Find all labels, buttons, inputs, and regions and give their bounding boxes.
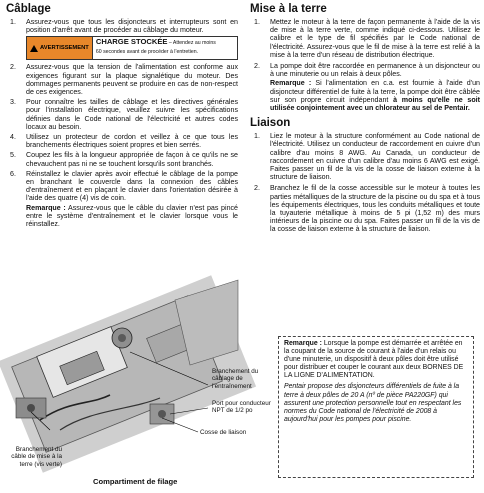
warning-title: CHARGE STOCKÉE xyxy=(95,37,168,47)
remark-text: Lorsque la pompe est démarrée et arrêtée en la coupant de la source de courant à l'aide d'un relais ou d'une minuterie, un dispositif à deux pôles doit être utilisé pour distribuer et couper le courant aux deux BORNES DE LA LIGNE D'ALIMENTATION. xyxy=(284,340,464,380)
step-text: Assurez-vous que tous les disjoncteurs et interrupteurs sont en position d'arrêt avant de procéder au câblage du moteur. xyxy=(26,18,238,35)
list-item xyxy=(250,62,480,112)
callout-conduit-port: Port pour conducteur NPT de 1/2 po xyxy=(212,400,271,415)
callout-ground-screw: Branchement du câble de mise à la terre (vis verte) xyxy=(11,446,62,468)
step-text: Coupez les fils à la longueur appropriée de façon à ce qu'ils ne se chevauchent pas ni ne se touchent lorsqu'ils sont branchés. xyxy=(26,151,238,168)
remark-bold-text: à moins qu'elle ne soit utilisée conjointement avec un chlorateur au sel de Pentair. xyxy=(270,95,481,113)
warning-label: AVERTISSEMENT xyxy=(27,37,93,59)
section-title-wiring: Câblage xyxy=(6,3,51,15)
list-item xyxy=(250,18,480,59)
section-title-bonding: Liaison xyxy=(250,117,291,130)
step-number: 1. xyxy=(254,132,260,141)
step-text: Utilisez un protecteur de cordon et veillez à ce que tous les branchements électriques soient propres et bien serrés. xyxy=(26,133,238,150)
step-text: Mettez le moteur à la terre de façon permanente à l'aide de la vis de mise à la terre verte, comme indiqué ci-dessous. Utilisez le calibre et le type de fil spécifiés par le Code national de l'électricité. Assurez-vous que le fil de mise à la terre est relié à la mise à la terre d'un réseau de distribution électrique. xyxy=(270,18,480,59)
step-text: Pour connaître les tailles de câblage et les directives générales pour l'installation électrique, veuillez suivre les spécifications définies dans le Code national de l'électricité et autres codes locaux au besoin. xyxy=(26,98,238,131)
step-text: La pompe doit être raccordée en permanence à un disjoncteur ou à une minuterie ou un relais à deux pôles. xyxy=(270,62,480,79)
remark-italic-paragraph: Pentair propose des disjoncteurs différentiels de fuite à la terre à deux pôles de 20 A (nº de pièce PA220GF) qui assurent une protection personnelle tout en respectant les normes du Code national de l'électricité de 2008 à aujourd'hui pour les pompes pour piscine. xyxy=(284,383,462,423)
step-number: 1. xyxy=(254,18,260,26)
remark-label: Remarque : xyxy=(26,203,66,212)
remark-label: Remarque : xyxy=(270,79,312,88)
bonding-steps xyxy=(250,132,480,233)
step-number: 2. xyxy=(254,62,260,71)
grounding-bonding-section xyxy=(250,0,480,234)
remark-text: Assurez-vous que le câble du clavier n'est pas pincé entre le système d'entraînement et le clavier lorsque vous le réinstallez. xyxy=(26,203,239,229)
step-text: Assurez-vous que la tension de l'alimentation est conforme aux exigences figurant sur la plaque signalétique du moteur. Des dommages permanents peuvent se produire en cas de non-respect de ces exigences. xyxy=(26,63,238,97)
remark-paragraph xyxy=(284,340,468,380)
remark-label: Remarque : xyxy=(284,340,322,347)
step-text: Branchez le fil de la cosse accessible sur le moteur à toutes les parties métalliques de la structure de la piscine ou du spa et à tous les équipements électriques, tous les conduits métalliques et toute la tuyauterie métallique à moins de 5 pi (1,52 m) des murs intérieurs de la piscine ou du spa. Faites passer un fil de la vis de la cosse de liaison externe à la structure de liaison. xyxy=(270,184,480,234)
grounding-steps xyxy=(250,18,480,112)
callout-drive-wiring: Branchement du câblage de l'entraînement xyxy=(212,368,259,390)
step-number: 5. xyxy=(10,151,16,160)
section-title-grounding: Mise à la terre xyxy=(250,3,327,15)
callout-bonding-lug: Cosse de liaison xyxy=(200,429,247,436)
remark-box xyxy=(278,336,474,478)
step-number: 1. xyxy=(10,18,16,26)
warning-text: 60 secondes avant de procéder à l'entretien. xyxy=(95,48,199,55)
list-item xyxy=(250,132,480,181)
step-number: 4. xyxy=(10,133,16,142)
step-remark xyxy=(270,79,480,112)
step-number: 2. xyxy=(254,184,260,193)
step-text: Liez le moteur à la structure conformément au Code national de l'électricité. Utilisez un conducteur de raccordement en cuivre d'un calibre d'au moins 8 AWG. Au Canada, un conducteur de raccordement en cuivre d'un calibre d'au moins 6 AWG est exigé. Faites passer un fil de la vis de la cosse de liaison externe à la structure de liaison. xyxy=(270,132,480,182)
list-item xyxy=(250,184,480,233)
step-number: 6. xyxy=(10,169,16,178)
step-number: 2. xyxy=(10,63,16,72)
warning-title-suffix: – Attendez au moins xyxy=(167,40,216,47)
step-number: 3. xyxy=(10,98,16,107)
diagram-caption: Compartiment de filage xyxy=(93,477,178,486)
remark-text: Si l'alimentation en c.a. est fournie à l'aide d'un disjoncteur différentiel de fuite à la terre, la pompe doit être câblée sur son propre circuit indépendant xyxy=(270,79,481,104)
step-text: Réinstallez le clavier après avoir effectué le câblage de la pompe en branchant le couvercle dans la connexion des câbles d'entraînement et en plaçant le clavier dans l'orientation désirée à l'aide des quatre (4) vis de coin. xyxy=(26,169,238,203)
